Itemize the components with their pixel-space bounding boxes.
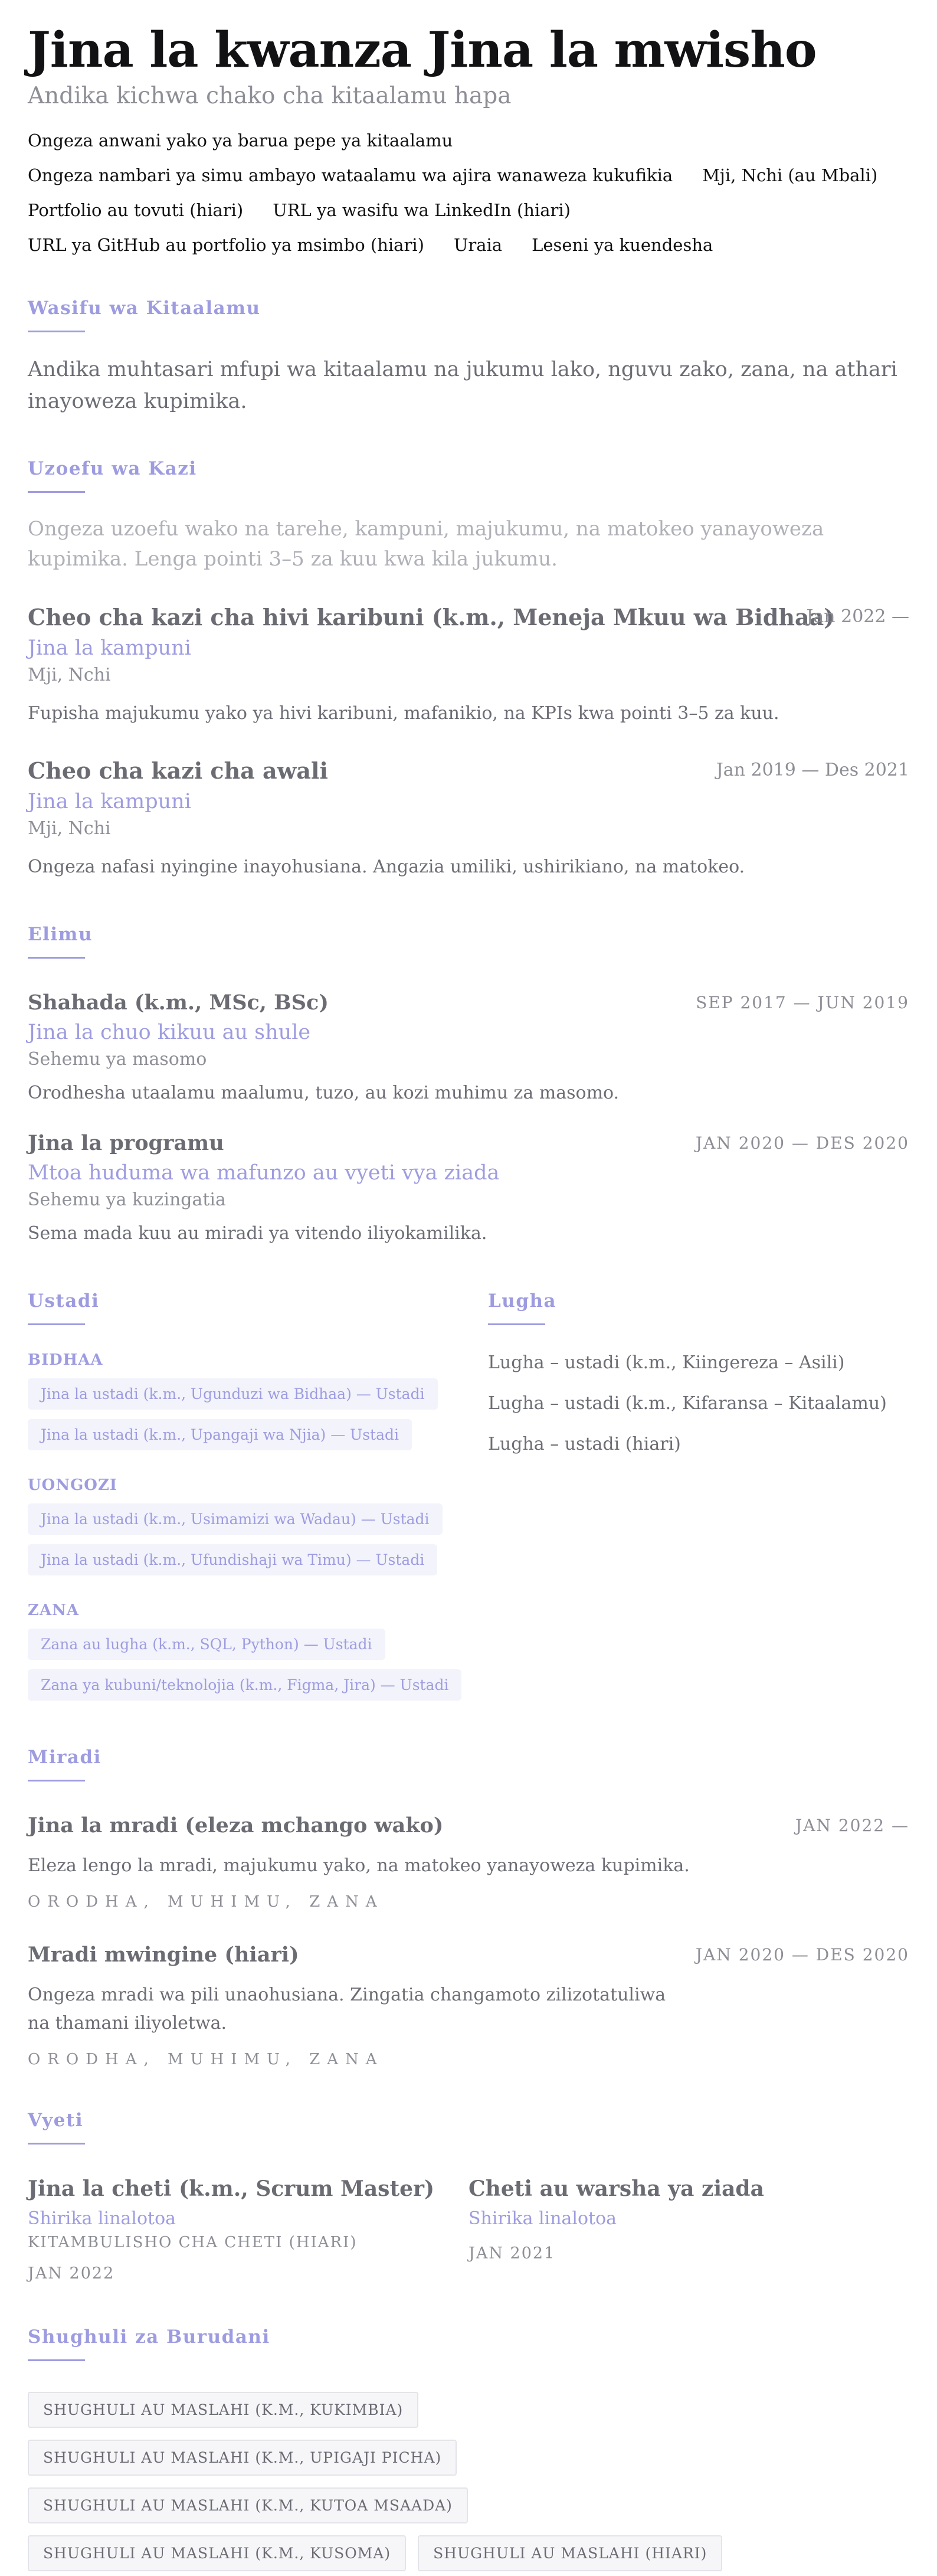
job-date: Jan 2022 — bbox=[806, 606, 909, 627]
project-entry bbox=[28, 1813, 909, 1911]
github-link: URL ya GitHub au portfolio ya msimbo (hiari) bbox=[28, 235, 424, 256]
skill-pill: Jina la ustadi (k.m., Upangaji wa Njia) — Ustadi bbox=[28, 1419, 412, 1450]
skill-pill: Jina la ustadi (k.m., Ufundishaji wa Timu) — Ustadi bbox=[28, 1544, 437, 1575]
contact-row bbox=[28, 200, 909, 220]
skill-pill: Jina la ustadi (k.m., Usimamizi wa Wadau) — Ustadi bbox=[28, 1503, 443, 1535]
section-title: Miradi bbox=[28, 1746, 101, 1768]
languages-section bbox=[488, 1290, 909, 1710]
job-title: Cheo cha kazi cha awali bbox=[28, 757, 328, 784]
drivers-license-field: Leseni ya kuendesha bbox=[532, 235, 713, 256]
language-item: Lugha – ustadi (k.m., Kiingereza – Asili) bbox=[488, 1352, 845, 1373]
experience-entry bbox=[28, 604, 909, 728]
skill-category: ZANA bbox=[28, 1601, 80, 1619]
section-title: Wasifu wa Kitaalamu bbox=[28, 298, 261, 319]
school-name: Mtoa huduma wa mafunzo au vyeti vya ziada bbox=[28, 1160, 500, 1185]
hobby-tag: SHUGHULI AU MASLAHI (K.M., KUSOMA) bbox=[28, 2535, 406, 2571]
portfolio-link: Portfolio au tovuti (hiari) bbox=[28, 200, 244, 221]
candidate-name: Jina la kwanza Jina la mwisho bbox=[28, 22, 817, 79]
hobby-tag: SHUGHULI AU MASLAHI (HIARI) bbox=[418, 2535, 722, 2571]
project-name: Jina la mradi (eleza mchango wako) bbox=[28, 1813, 444, 1838]
skills-section bbox=[28, 1290, 488, 1710]
experience-entry bbox=[28, 757, 909, 881]
skill-pill: Zana au lugha (k.m., SQL, Python) — Ustadi bbox=[28, 1629, 385, 1660]
school-name: Jina la chuo kikuu au shule bbox=[28, 1020, 311, 1044]
skills-languages-row bbox=[28, 1290, 909, 1710]
job-location: Mji, Nchi bbox=[28, 664, 111, 685]
linkedin-link: URL ya wasifu wa LinkedIn (hiari) bbox=[273, 200, 571, 221]
skill-pill: Jina la ustadi (k.m., Ugunduzi wa Bidhaa) — Ustadi bbox=[28, 1378, 438, 1410]
project-entry bbox=[28, 1943, 909, 2068]
section-divider bbox=[28, 491, 85, 493]
summary-text: Andika muhtasari mfupi wa kitaalamu na jukumu lako, nguvu zako, zana, na athari inayoweza kupimika. bbox=[28, 358, 897, 414]
education-entry bbox=[28, 990, 909, 1107]
job-date: Jan 2019 — Des 2021 bbox=[716, 759, 909, 780]
job-location: Mji, Nchi bbox=[28, 818, 111, 839]
project-date: JAN 2020 — DES 2020 bbox=[695, 1944, 909, 1964]
project-tags: ORODHA, MUHIMU, ZANA bbox=[28, 2050, 384, 2068]
certificate-date: JAN 2022 bbox=[28, 2264, 115, 2283]
language-item: Lugha – ustadi (k.m., Kifaransa – Kitaalamu) bbox=[488, 1392, 887, 1414]
section-divider bbox=[28, 957, 85, 959]
section-divider bbox=[28, 1780, 85, 1781]
phone-field: Ongeza nambari ya simu ambayo wataalamu wa ajira wanaweza kukufikia bbox=[28, 165, 673, 186]
summary-section bbox=[28, 298, 909, 418]
section-title: Vyeti bbox=[28, 2109, 84, 2131]
experience-section bbox=[28, 458, 909, 881]
education-section bbox=[28, 924, 909, 1248]
email-field: Ongeza anwani yako ya barua pepe ya kitaalamu bbox=[28, 130, 453, 151]
project-name: Mradi mwingine (hiari) bbox=[28, 1942, 299, 1967]
experience-intro: Ongeza uzoefu wako na tarehe, kampuni, majukumu, na matokeo yanayoweza kupimika. Lenga pointi 3–5 za kuu kwa kila jukumu. bbox=[28, 516, 824, 571]
certificate-issuer: Shirika linalotoa bbox=[468, 2208, 617, 2229]
degree-title: Shahada (k.m., MSc, BSc) bbox=[28, 990, 329, 1015]
certificate-date: JAN 2021 bbox=[468, 2244, 556, 2263]
language-item: Lugha – ustadi (hiari) bbox=[488, 1433, 681, 1454]
section-title: Ustadi bbox=[28, 1290, 100, 1312]
skill-category: BIDHAA bbox=[28, 1351, 103, 1369]
field-of-study: Sehemu ya masomo bbox=[28, 1048, 207, 1070]
section-title: Elimu bbox=[28, 923, 93, 945]
company-name: Jina la kampuni bbox=[28, 636, 191, 660]
projects-section bbox=[28, 1747, 909, 2068]
field-of-study: Sehemu ya kuzingatia bbox=[28, 1189, 226, 1210]
contact-row bbox=[28, 235, 909, 255]
certificate-name: Jina la cheti (k.m., Scrum Master) bbox=[28, 2176, 434, 2201]
education-description: Orodhesha utaalamu maalumu, tuzo, au kozi muhimu za masomo. bbox=[28, 1082, 620, 1103]
professional-headline: Andika kichwa chako cha kitaalamu hapa bbox=[28, 83, 512, 110]
program-title: Jina la programu bbox=[28, 1130, 224, 1155]
section-divider bbox=[28, 2143, 85, 2145]
education-date: JAN 2020 — DES 2020 bbox=[695, 1133, 909, 1153]
education-description: Sema mada kuu au miradi ya vitendo iliyokamilika. bbox=[28, 1222, 487, 1244]
education-date: SEP 2017 — JUN 2019 bbox=[696, 992, 909, 1012]
project-date: JAN 2022 — bbox=[795, 1815, 909, 1835]
company-name: Jina la kampuni bbox=[28, 789, 191, 813]
project-description: Ongeza mradi wa pili unaohusiana. Zingatia changamoto zilizotatuliwa na thamani iliyoletwa. bbox=[28, 1984, 666, 2034]
citizenship-field: Uraia bbox=[453, 235, 503, 256]
section-title: Shughuli za Burudani bbox=[28, 2326, 270, 2348]
project-description: Eleza lengo la mradi, majukumu yako, na matokeo yanayoweza kupimika. bbox=[28, 1855, 690, 1876]
job-title: Cheo cha kazi cha hivi karibuni (k.m., Meneja Mkuu wa Bidhaa) bbox=[28, 603, 835, 630]
hobbies-section bbox=[28, 2326, 909, 2571]
skill-pill: Zana ya kubuni/teknolojia (k.m., Figma, Jira) — Ustadi bbox=[28, 1669, 461, 1701]
section-divider bbox=[488, 1323, 545, 1325]
contact-row bbox=[28, 165, 909, 185]
section-title: Uzoefu wa Kazi bbox=[28, 457, 197, 479]
section-title: Lugha bbox=[488, 1290, 557, 1312]
certificate-issuer: Shirika linalotoa bbox=[28, 2208, 176, 2229]
hobby-tag: SHUGHULI AU MASLAHI (K.M., KUKIMBIA) bbox=[28, 2392, 418, 2428]
education-entry bbox=[28, 1131, 909, 1248]
certificate-entry bbox=[28, 2176, 468, 2283]
contact-row bbox=[28, 130, 909, 151]
project-tags: ORODHA, MUHIMU, ZANA bbox=[28, 1892, 384, 1911]
job-description: Fupisha majukumu yako ya hivi karibuni, mafanikio, na KPIs kwa pointi 3–5 za kuu. bbox=[28, 702, 779, 724]
section-divider bbox=[28, 331, 85, 332]
hobbies-list bbox=[28, 2392, 795, 2571]
hobby-tag: SHUGHULI AU MASLAHI (K.M., KUTOA MSAADA) bbox=[28, 2487, 468, 2523]
location-field: Mji, Nchi (au Mbali) bbox=[702, 165, 878, 186]
skill-category: UONGOZI bbox=[28, 1476, 118, 1494]
certificates-grid bbox=[28, 2176, 909, 2283]
certificate-entry bbox=[468, 2176, 909, 2283]
job-description: Ongeza nafasi nyingine inayohusiana. Angazia umiliki, ushirikiano, na matokeo. bbox=[28, 856, 745, 877]
certificates-section bbox=[28, 2110, 909, 2283]
certificate-id: KITAMBULISHO CHA CHETI (HIARI) bbox=[28, 2233, 358, 2251]
section-divider bbox=[28, 2359, 85, 2361]
certificate-name: Cheti au warsha ya ziada bbox=[468, 2176, 764, 2201]
hobby-tag: SHUGHULI AU MASLAHI (K.M., UPIGAJI PICHA) bbox=[28, 2440, 457, 2476]
section-divider bbox=[28, 1323, 85, 1325]
